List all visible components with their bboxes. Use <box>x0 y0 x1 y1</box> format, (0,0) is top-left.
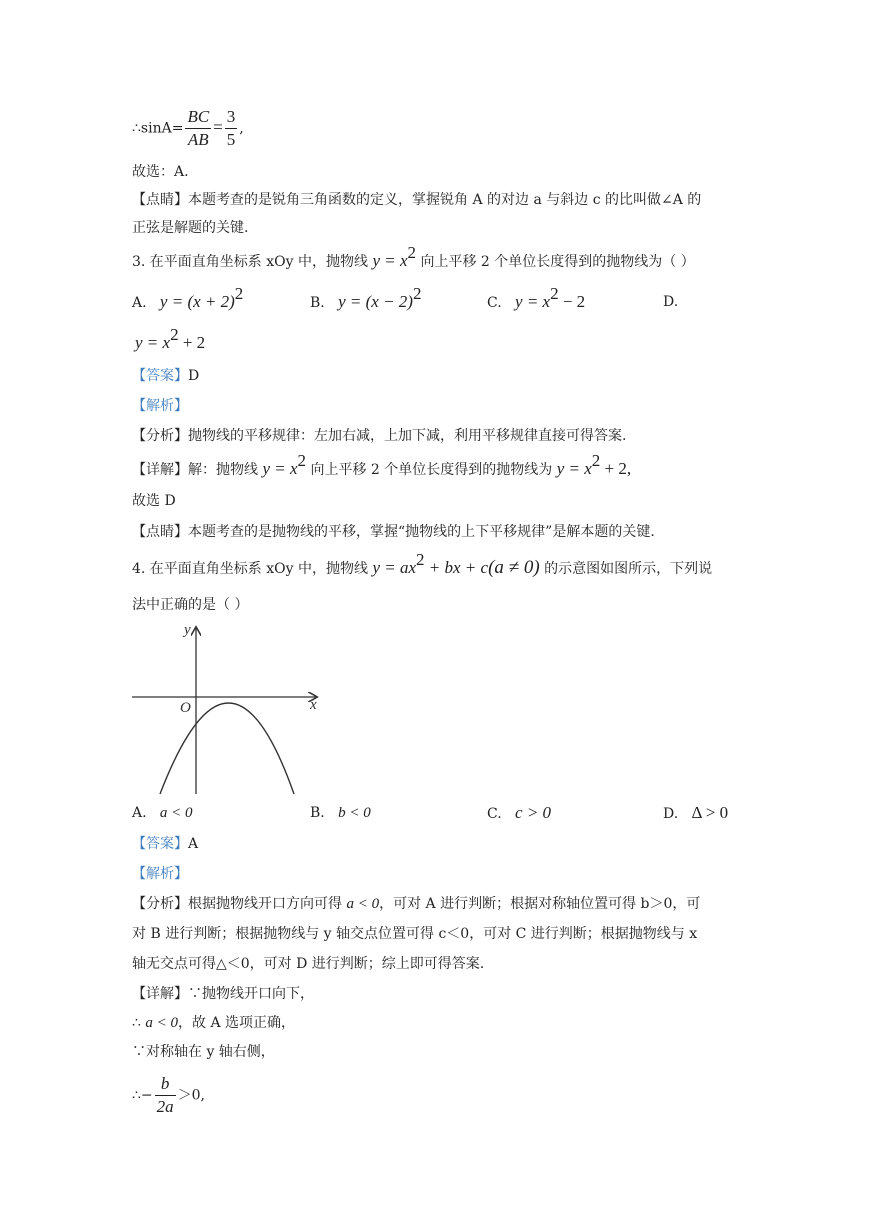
q4-stem-math: y = ax <box>372 558 417 577</box>
q3-xiangjie-math2: y = x <box>556 459 592 478</box>
q4-stem-paren: (a ≠ 0) <box>488 557 540 578</box>
q4-fenxi-math: a < 0 <box>346 896 380 912</box>
q4-fenxi-tag: 【分析】 <box>132 896 188 912</box>
q4-stem-line2: 法中正确的是（ ） <box>132 597 249 613</box>
q4-xiangjie-text: ∵抛物线开口向下， <box>188 986 314 1002</box>
q3-option-d <box>663 292 678 312</box>
q3-stem-pre: 3. 在平面直角坐标系 xOy 中，抛物线 <box>132 254 368 270</box>
q3-option-c-label: C. <box>487 295 502 311</box>
fraction-denominator: AB <box>187 130 209 149</box>
q4-step1-math: a < 0 <box>145 1015 178 1031</box>
q3-stem <box>132 243 695 272</box>
parabola-curve <box>160 703 294 794</box>
line-suffix: , <box>239 120 244 137</box>
q4-option-a <box>132 803 193 823</box>
q3-answer-value: D <box>188 368 200 384</box>
q4-xiangjie-tag: 【详解】 <box>132 986 188 1002</box>
q4-option-d-math: Δ > 0 <box>691 803 729 822</box>
q4-answer-value: A <box>188 836 199 852</box>
q4-answer <box>132 834 198 854</box>
q3-stem-post: 向上平移 2 个单位长度得到的抛物线为（ ） <box>420 254 695 270</box>
q4-step3-pre: ∴− <box>132 1087 153 1104</box>
q3-option-d-label: D. <box>663 294 679 310</box>
dianjing-line-1 <box>132 190 701 210</box>
q3-dianjing-text: 本题考查的是抛物线的平移，掌握“抛物线的上下平移规律”是解本题的关键. <box>188 524 655 540</box>
q4-option-b <box>310 803 371 823</box>
q3-stem-sup: 2 <box>407 243 417 262</box>
q4-fenxi-post: ，可对 A 进行判断；根据对称轴位置可得 b＞0，可 <box>379 896 701 912</box>
sin-prefix: ∴sinA= <box>132 120 184 137</box>
q3-choose: 故选 D <box>132 493 176 509</box>
q4-fenxi-pre: 根据抛物线开口方向可得 <box>188 896 342 912</box>
q3-option-d-tail: + 2 <box>178 333 206 352</box>
q3-answer-tag: 【答案】 <box>132 368 188 384</box>
choose-a-line: 故选：A. <box>132 164 189 180</box>
q3-xiangjie-pre: 解：抛物线 <box>188 462 258 478</box>
q3-option-c <box>487 284 586 313</box>
q3-option-a <box>132 284 244 313</box>
dianjing-line-2: 正弦是解题的关键. <box>132 220 249 236</box>
q3-stem-math: y = x <box>372 251 408 270</box>
origin-label: O <box>180 700 191 716</box>
q3-option-a-math: y = (x + 2) <box>159 292 235 311</box>
q3-xiangjie-mid: 向上平移 2 个单位长度得到的抛物线为 <box>310 462 553 478</box>
q4-stem-pre: 4. 在平面直角坐标系 xOy 中，抛物线 <box>132 561 368 577</box>
q3-option-c-sup: 2 <box>550 284 559 303</box>
q3-xiangjie-tail: + 2, <box>600 459 632 478</box>
fraction-numerator-2: 3 <box>225 106 238 129</box>
q4-stem-post: 的示意图如图所示，下列说 <box>544 561 713 577</box>
q4-answer-tag: 【答案】 <box>132 836 188 852</box>
q4-option-b-math: b < 0 <box>338 805 371 821</box>
q4-fenxi-line3: 轴无交点可得△＜0，可对 D 进行判断；综上即可得答案. <box>132 956 485 972</box>
q3-xiangjie-sup1: 2 <box>297 451 307 470</box>
q4-option-c-label: C. <box>487 806 502 822</box>
q3-xiangjie <box>132 451 632 480</box>
fraction-b-2a <box>155 1073 176 1118</box>
q4-stem-line1 <box>132 550 713 579</box>
q3-analysis-tag: 【解析】 <box>132 398 188 414</box>
q4-analysis-tag: 【解析】 <box>132 866 188 882</box>
q4-option-b-label: B. <box>310 805 325 821</box>
q4-option-c <box>487 803 551 824</box>
q3-fenxi-text: 抛物线的平移规律：左加右减，上加下减，利用平移规律直接可得答案. <box>188 428 627 444</box>
q3-fenxi-tag: 【分析】 <box>132 428 188 444</box>
q4-option-c-math: c > 0 <box>515 803 552 822</box>
q4-step3-post: ＞0, <box>177 1087 205 1104</box>
sin-formula-line <box>132 106 244 151</box>
q3-option-b-math: y = (x − 2) <box>338 292 413 311</box>
q4-step2: ∵对称轴在 y 轴右侧， <box>132 1044 275 1060</box>
q4-xiangjie <box>132 984 314 1004</box>
q4-step3 <box>132 1073 205 1118</box>
q4-option-a-math: a < 0 <box>159 805 193 821</box>
q4-option-a-label: A. <box>132 805 147 821</box>
fraction-b-denominator: 2a <box>156 1097 174 1116</box>
q4-option-d <box>663 803 728 824</box>
fraction-numerator: BC <box>185 106 211 129</box>
fraction-b-numerator: b <box>155 1073 176 1096</box>
q3-option-b-sup: 2 <box>412 284 422 303</box>
parabola-graph <box>128 620 328 798</box>
q4-fenxi-line2: 对 B 进行判断；根据抛物线与 y 轴交点位置可得 c＜0，可对 C 进行判断；根据抛物线与 x <box>132 926 698 942</box>
q3-dianjing <box>132 522 655 542</box>
q3-option-d-math: y = x <box>135 333 171 352</box>
q3-fenxi <box>132 426 626 446</box>
q4-stem-sup: 2 <box>416 550 425 569</box>
q3-option-d-sup: 2 <box>170 325 179 344</box>
q4-fenxi-line1 <box>132 894 700 914</box>
fraction-denominator-2: 5 <box>226 130 236 149</box>
fraction-bc-ab <box>185 106 211 151</box>
q3-option-c-math: y = x <box>515 292 551 311</box>
dianjing-tag: 【点睛】 <box>132 192 188 208</box>
q4-step1-post: ，故 A 选项正确， <box>178 1015 296 1031</box>
q3-option-b-label: B. <box>310 295 325 311</box>
equals-sign: = <box>213 117 223 137</box>
q4-option-d-label: D. <box>663 806 679 822</box>
q3-option-c-tail: − 2 <box>558 292 586 311</box>
dianjing-text: 本题考查的是锐角三角函数的定义，掌握锐角 A 的对边 a 与斜边 c 的比叫做∠A 的 <box>188 192 702 208</box>
q3-xiangjie-sup2: 2 <box>591 451 601 470</box>
x-axis-label: x <box>310 697 317 713</box>
q3-dianjing-tag: 【点睛】 <box>132 524 188 540</box>
q3-xiangjie-math1: y = x <box>262 459 298 478</box>
q3-option-b <box>310 284 422 313</box>
q3-xiangjie-tag: 【详解】 <box>132 462 188 478</box>
q3-option-a-sup: 2 <box>234 284 244 303</box>
q4-step1 <box>132 1013 295 1033</box>
q3-answer <box>132 366 199 386</box>
q4-step1-pre: ∴ <box>132 1015 141 1031</box>
y-axis-label: y <box>184 622 191 638</box>
fraction-3-5 <box>225 106 238 151</box>
q3-option-a-label: A. <box>132 295 147 311</box>
q4-stem-math2: + bx + c <box>424 558 489 577</box>
q3-option-d-formula <box>135 325 206 354</box>
